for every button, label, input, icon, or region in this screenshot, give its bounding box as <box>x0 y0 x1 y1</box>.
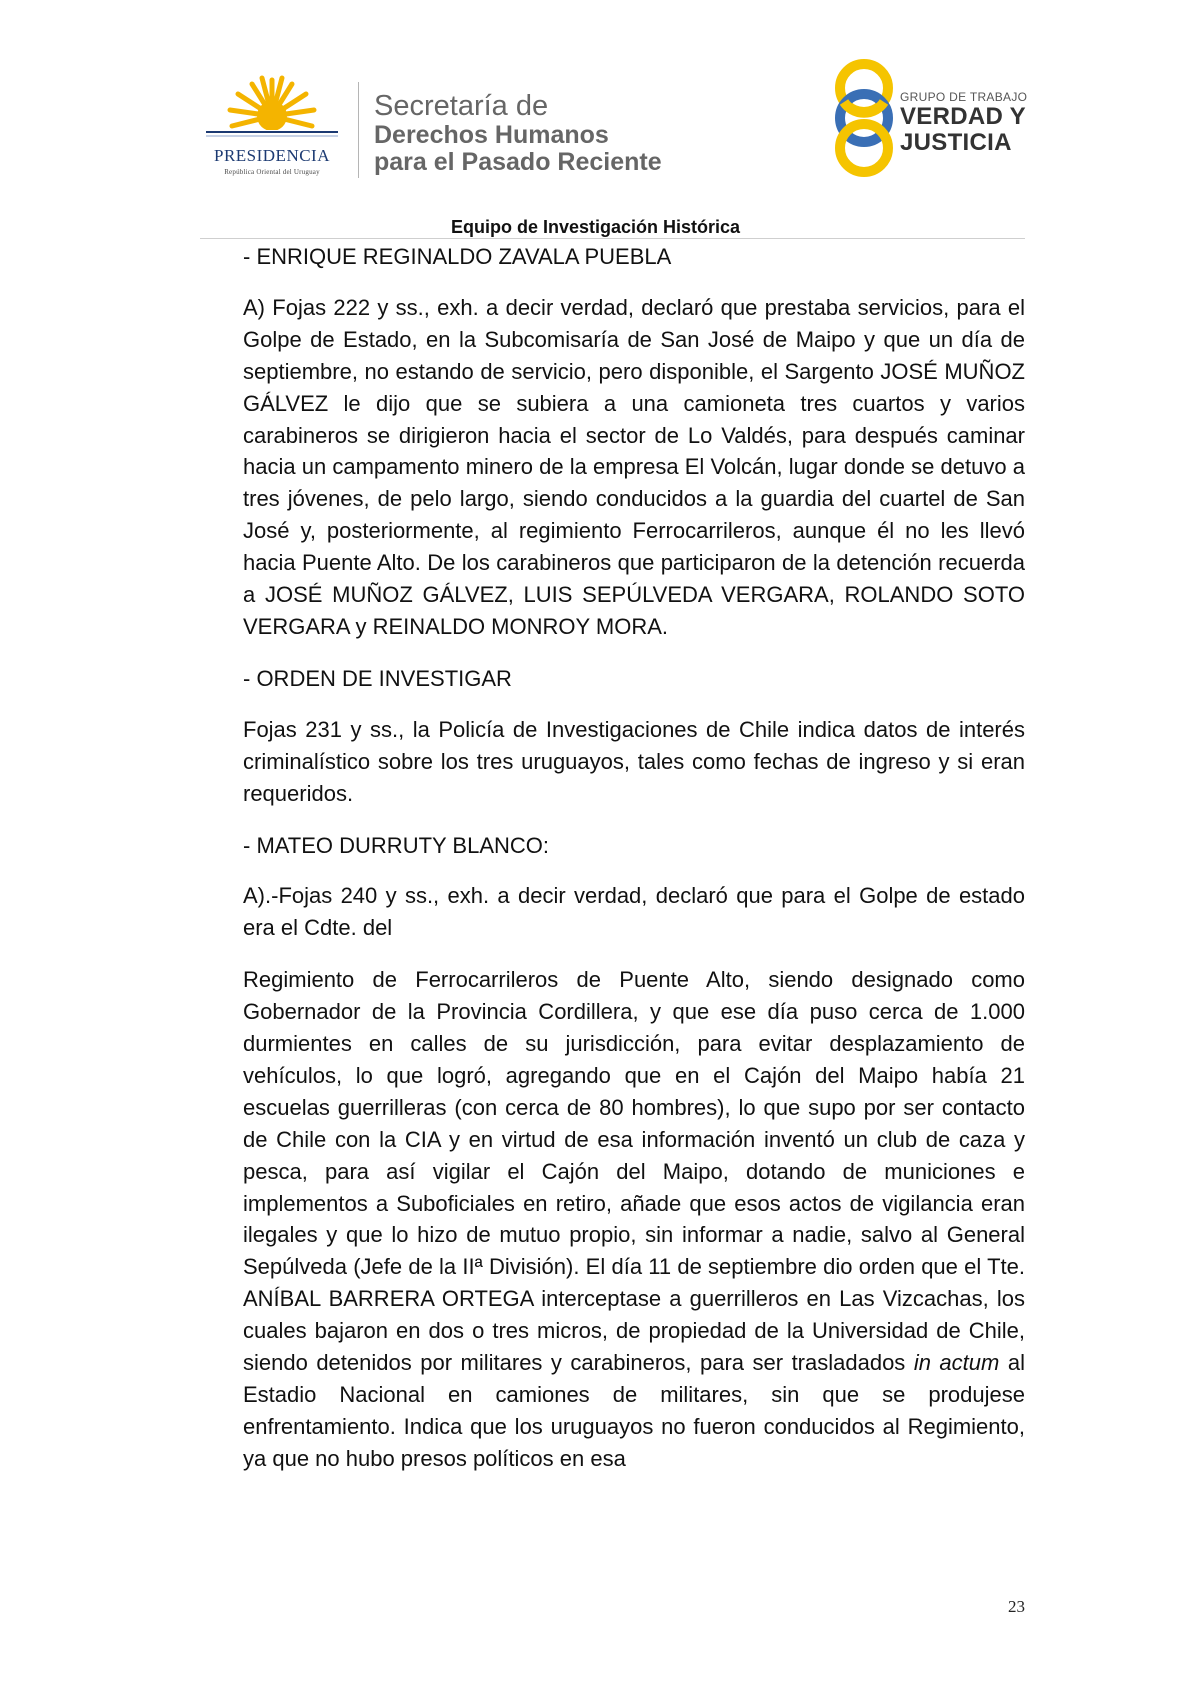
section-heading-orden: - ORDEN DE INVESTIGAR <box>243 665 512 691</box>
section-heading-zavala: - ENRIQUE REGINALDO ZAVALA PUEBLA <box>243 244 672 269</box>
paragraph-durruty-intro: A).-Fojas 240 y ss., exh. a decir verdad, declaró que para el Golpe de estado era el Cdte. del <box>243 883 1025 941</box>
italic-phrase: in actum <box>913 1350 1000 1376</box>
secretaria-line2: Derechos Humanos <box>374 121 609 149</box>
sun-emblem-icon <box>196 72 348 152</box>
document-body <box>243 241 1025 1495</box>
section-heading-durruty: - MATEO DURRUTY BLANCO: <box>243 832 549 858</box>
justicia-label: JUSTICIA <box>900 129 1012 156</box>
presidencia-name: PRESIDENCIA <box>213 146 330 165</box>
page-header <box>0 0 1191 250</box>
paragraph-durruty-main <box>243 964 1025 1475</box>
header-rule <box>200 238 1025 239</box>
page-number: 23 <box>1008 1597 1025 1616</box>
presidencia-subtitle: República Oriental del Uruguay <box>224 168 320 176</box>
paragraph-zavala: A) Fojas 222 y ss., exh. a decir verdad, declaró que prestaba servicios, para el Golpe de Estado, en la Subcomisaría de San José de Maipo y que un día de septiembre, no estando de servicio, pero disponible, el Sargento JOSÉ MUÑOZ GÁLVEZ le dijo que se subiera a una camioneta tres cuartos y varios carabineros se dirigieron hacia el sector de Lo Valdés, para después caminar hacia un campamento minero de la empresa El Volcán, lugar donde se detuvo a tres jóvenes, de pelo largo, siendo conducidos a la guardia del cuartel de San José y, posteriormente, al regimiento Ferrocarrileros, aunque él no les llevó hacia Puente Alto. De los carabineros que participaron de la detención recuerda a JOSÉ MUÑOZ GÁLVEZ, LUIS SEPÚLVEDA VERGARA, ROLANDO SOTO VERGARA y REINALDO MONROY MORA. <box>243 294 1025 639</box>
team-title: Equipo de Investigación Histórica <box>450 217 741 237</box>
secretaria-line3: para el Pasado Reciente <box>374 148 662 176</box>
verdad-justicia-logo-icon <box>818 56 910 180</box>
verdad-label: VERDAD Y <box>900 103 1026 130</box>
presidencia-logo <box>196 72 348 188</box>
paragraph-text: Regimiento de Ferrocarrileros de Puente Alto, siendo designado como Gobernador de la Provincia Cordillera, y que ese día puso cerca de 1.000 durmientes en calles de su jurisdicción, para evitar desplazamiento de vehículos, lo que logró, agregando que en el Cajón del Maipo había 21 escuelas guerrilleras (con cerca de 80 hombres), lo que supo por ser contacto de Chile con la CIA y en virtud de esa información inventó un club de caza y pesca, para así vigilar el Cajón del Maipo, dotando de municiones e implementos a Suboficiales en retiro, añade que esos actos de vigilancia eran ilegales y que lo hizo de mutuo propio, sin informar a nadie, salvo al General Sepúlveda (Jefe de la IIª División). El día 11 de septiembre dio orden que el Tte. ANÍBAL BARRERA ORTEGA interceptase a guerrilleros en Las Vizcachas, los cuales bajaron en dos o tres micros, de propiedad de la Universidad de Chile, siendo detenidos por militares y carabineros, para ser trasladados <box>243 967 1025 1376</box>
paragraph-orden: Fojas 231 y ss., la Policía de Investigaciones de Chile indica datos de interés criminalístico sobre los tres uruguayos, tales como fechas de ingreso y si eran requeridos. <box>243 716 1025 806</box>
header-divider <box>358 82 359 178</box>
secretaria-line1: Secretaría de <box>374 90 549 122</box>
paragraph-text-continued: al Estadio Nacional en camiones de militares, sin que se produjese enfrentamiento. Indica que los uruguayos no fueron conducidos al Regimiento, ya que no hubo presos políticos en esa <box>243 1350 1025 1471</box>
secretaria-logo-text <box>374 90 662 176</box>
grupo-trabajo-label: GRUPO DE TRABAJO <box>900 90 1028 104</box>
verdad-justicia-text <box>900 90 1027 156</box>
